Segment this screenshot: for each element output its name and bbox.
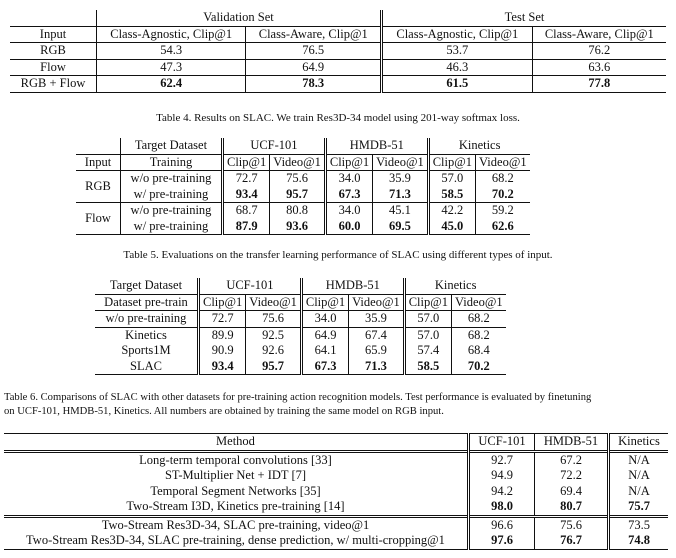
t7-col-header: UCF-101 [469, 434, 535, 452]
table-row: Sports1M 90.9 92.6 64.1 65.9 57.4 68.4 [95, 343, 506, 359]
table-row: w/ pre-training 87.9 93.6 60.0 69.5 45.0 62.6 [76, 219, 530, 235]
t5-group: HMDB-51 [325, 138, 428, 154]
table-row: Long-term temporal convolutions [33] 92.7 67.2 N/A [4, 451, 668, 468]
t4-caption: Table 4. Results on SLAC. We train Res3D-34 model using 201-way softmax loss. [156, 112, 520, 124]
table-row: RGB w/o pre-training 72.7 75.6 34.0 35.9 57.0 68.2 [76, 171, 530, 187]
t6-pretrain-header: Dataset pre-train [95, 294, 199, 311]
t7-col-header: HMDB-51 [535, 434, 609, 452]
t4-col-header: Class-Aware, Clip@1 [532, 26, 666, 43]
table-5: Target Dataset UCF-101 HMDB-51 Kinetics Input Training Clip@1 Video@1 Clip@1 Video@1 Clip@1 Video@1 RGB w/o pre-training 72.7 75.6 34.0 35.9 57.0 68.2 w/ pre-training 93.4 95.7 67.3 71.3 58.5 70.2 Flow w/o pre-training 68.7 80.8 34.0 45.1 42.2 59.2 w/ pre-training 87.9 93.6 60.0 69.5 45.0 62.6 [76, 138, 530, 235]
table-row: RGB 54.3 76.5 53.7 76.2 [10, 43, 666, 60]
table-row: Two-Stream Res3D-34, SLAC pre-training, video@1 96.6 75.6 73.5 [4, 516, 668, 533]
table-row: Two-Stream I3D, Kinetics pre-training [14] 98.0 80.7 75.7 [4, 499, 668, 516]
t6-target-label: Target Dataset [109, 278, 183, 292]
table-4 [10, 10, 666, 93]
t7-col-header: Kinetics [609, 434, 669, 452]
table-7 [4, 433, 668, 550]
table-6: Target Dataset UCF-101 HMDB-51 Kinetics Dataset pre-train Clip@1 Video@1 Clip@1 Video@1 Clip@1 Video@1 w/o pre-training 72.7 75.6 34.0 35.9 57.0 68.2 Kinetics 89.9 92.5 64.9 67.4 57.0 68.2 Sports1M 90.9 92.6 64.1 65.9 57.4 68.4 SLAC 93.4 95.7 67.3 71.3 58.5 70.2 [95, 278, 506, 375]
table-row: SLAC 93.4 95.7 67.3 71.3 58.5 70.2 [95, 359, 506, 375]
t5-caption: Table 5. Evaluations on the transfer learning performance of SLAC using different types of input. [123, 249, 553, 261]
t5-training-header: Training [121, 154, 223, 171]
table-row: Kinetics 89.9 92.5 64.9 67.4 57.0 68.2 [95, 327, 506, 343]
table-row: ST-Multiplier Net + IDT [7] 94.9 72.2 N/A [4, 468, 668, 484]
table-row: w/o pre-training 72.7 75.6 34.0 35.9 57.0 68.2 [95, 311, 506, 328]
table-row: Temporal Segment Networks [35] 94.2 69.4 N/A [4, 484, 668, 500]
t4-col-header: Class-Agnostic, Clip@1 [382, 26, 533, 43]
table-row: Two-Stream Res3D-34, SLAC pre-training, dense prediction, w/ multi-cropping@1 97.6 76.7 74.8 [4, 533, 668, 549]
table-row: Flow w/o pre-training 68.7 80.8 34.0 45.1 42.2 59.2 [76, 203, 530, 219]
table-row: w/ pre-training 93.4 95.7 67.3 71.3 58.5 70.2 [76, 187, 530, 203]
table-row: RGB + Flow 62.4 78.3 61.5 77.8 [10, 76, 666, 93]
t6-group: HMDB-51 [301, 278, 404, 294]
t4-col-header: Class-Agnostic, Clip@1 [97, 26, 246, 43]
t5-group: UCF-101 [223, 138, 326, 154]
t4-col-header: Class-Aware, Clip@1 [246, 26, 382, 43]
t5-target-label: Target Dataset [121, 138, 223, 154]
t7-method-header: Method [4, 434, 469, 452]
t6-caption-line-1: Table 6. Comparisons of SLAC with other datasets for pre-training action recognition models. Test performance is evaluated by finetuning [4, 392, 592, 403]
t4-group-test: Test Set [504, 10, 545, 24]
table-row: Flow 47.3 64.9 46.3 63.6 [10, 59, 666, 76]
t6-caption-line-2: on UCF-101, HMDB-51, Kinetics. All numbers are obtained by training the same model on RGB input. [4, 406, 444, 417]
t6-group: Kinetics [404, 278, 505, 294]
t6-group: UCF-101 [199, 278, 302, 294]
t4-group-validation: Validation Set [97, 10, 382, 26]
t5-input-header: Input [76, 154, 121, 171]
t4-input-header: Input [10, 26, 97, 43]
t5-group: Kinetics [428, 138, 529, 154]
